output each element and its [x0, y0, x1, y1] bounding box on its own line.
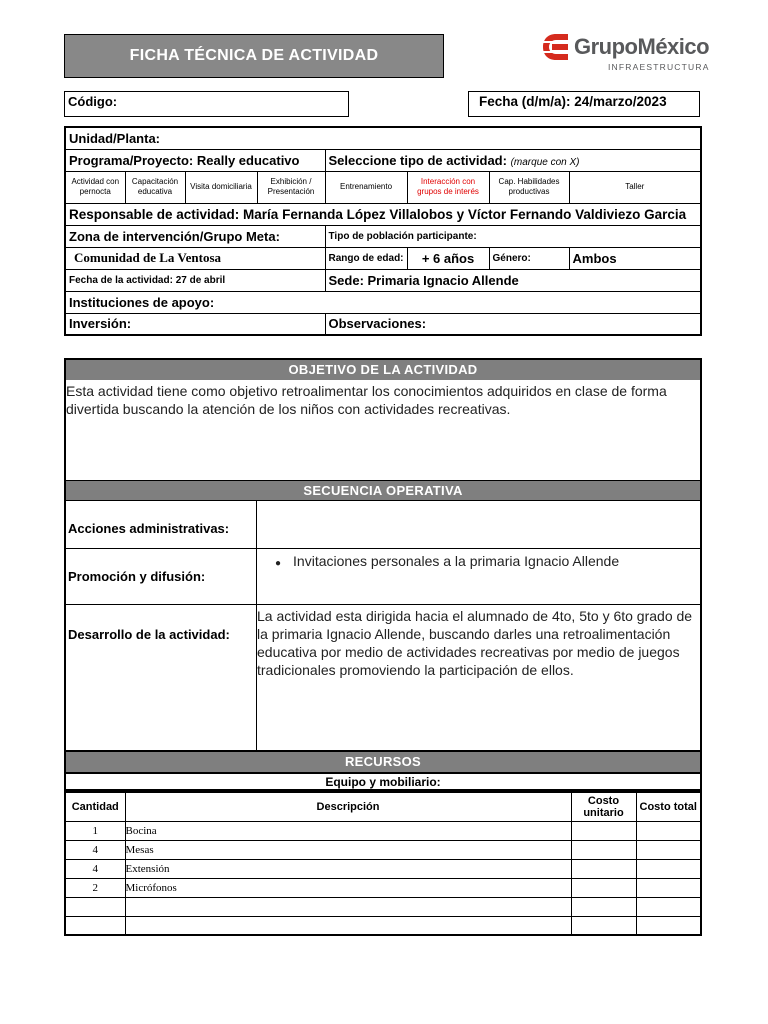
descripcion-cell[interactable]: Mesas [125, 840, 571, 859]
cantidad-cell[interactable]: 4 [65, 840, 125, 859]
column-header: Cantidad [65, 792, 125, 821]
desarrollo-value[interactable]: La actividad esta dirigida hacia el alumnado de 4to, 5to y 6to grado de la primaria Ignacio Allende, buscando darles una retroalimentación educativa por medio de actividades recreativas por medio de juegos tradicionales promoviendo la participación de ellos. [256, 605, 700, 750]
fecha-field[interactable] [468, 91, 700, 117]
desarrollo-row [66, 604, 700, 750]
objetivo-text[interactable]: Esta actividad tiene como objetivo retroalimentar los conocimientos adquiridos en clase de forma divertida buscando la atención de los niños con actividades recreativas. [66, 383, 667, 417]
sede-cell[interactable]: Sede: Primaria Ignacio Allende [325, 269, 701, 291]
cantidad-cell[interactable] [65, 897, 125, 916]
cantidad-cell[interactable]: 4 [65, 859, 125, 878]
costo-total-cell[interactable] [636, 821, 701, 840]
costo-total-cell[interactable] [636, 840, 701, 859]
seleccione-label: Seleccione tipo de actividad: [328, 152, 507, 168]
column-header: Costo total [636, 792, 701, 821]
marque-hint: (marque con X) [510, 156, 580, 168]
objetivo-secuencia-block [64, 358, 702, 752]
recursos-table [64, 791, 702, 936]
recursos-header: RECURSOS [66, 752, 700, 772]
cantidad-cell[interactable]: 2 [65, 878, 125, 897]
observaciones-cell[interactable]: Observaciones: [325, 313, 701, 335]
column-header: Descripción [125, 792, 571, 821]
descripcion-cell[interactable]: Micrófonos [125, 878, 571, 897]
seleccione-cell [325, 149, 701, 171]
activity-option[interactable]: Cap. Habilidades productivas [489, 171, 569, 203]
instituciones-cell[interactable]: Instituciones de apoyo: [65, 291, 701, 313]
activity-option[interactable]: Capacitación educativa [125, 171, 185, 203]
unidad-cell[interactable]: Unidad/Planta: [65, 127, 701, 149]
costo-unitario-cell[interactable] [571, 878, 636, 897]
rango-label-cell: Rango de edad: [325, 247, 407, 269]
activity-option[interactable]: Entrenamiento [325, 171, 407, 203]
acciones-value[interactable] [256, 501, 700, 548]
costo-unitario-cell[interactable] [571, 840, 636, 859]
activity-option[interactable]: Actividad con pernocta [65, 171, 125, 203]
logo-subtitle: INFRAESTRUCTURA [608, 62, 710, 72]
objetivo-header: OBJETIVO DE LA ACTIVIDAD [66, 360, 700, 380]
table-row [65, 916, 701, 935]
activity-option[interactable]: Exhibición / Presentación [257, 171, 325, 203]
descripcion-cell[interactable]: Bocina [125, 821, 571, 840]
descripcion-cell[interactable] [125, 897, 571, 916]
recursos-header-block [64, 752, 702, 774]
descripcion-cell[interactable] [125, 916, 571, 935]
costo-unitario-cell[interactable] [571, 859, 636, 878]
genero-label-cell: Género: [489, 247, 569, 269]
promocion-label: Promoción y difusión: [68, 569, 206, 584]
promocion-value[interactable] [256, 549, 700, 604]
costo-unitario-cell[interactable] [571, 916, 636, 935]
promocion-item: Invitaciones personales a la primaria Ignacio Allende [293, 553, 620, 569]
costo-unitario-cell[interactable] [571, 821, 636, 840]
acciones-row [66, 500, 700, 548]
codigo-field[interactable] [64, 91, 349, 117]
secuencia-header: SECUENCIA OPERATIVA [66, 480, 700, 500]
column-header: Costo unitario [571, 792, 636, 821]
zona-label-cell: Zona de intervención/Grupo Meta: [65, 225, 325, 247]
fecha-actividad-cell[interactable]: Fecha de la actividad: 27 de abril [65, 269, 325, 291]
costo-total-cell[interactable] [636, 916, 701, 935]
activity-option[interactable]: Taller [569, 171, 701, 203]
tipo-poblacion-cell: Tipo de población participante: [325, 225, 701, 247]
activity-option[interactable]: Interacción con grupos de interés [407, 171, 489, 203]
zona-value-cell[interactable]: Comunidad de La Ventosa [65, 247, 325, 269]
bullet-icon: ● [275, 558, 282, 569]
costo-unitario-cell[interactable] [571, 897, 636, 916]
logo-brand: GrupoMéxico [574, 34, 710, 59]
info-table [64, 126, 702, 336]
cantidad-cell[interactable]: 1 [65, 821, 125, 840]
inversion-cell[interactable]: Inversión: [65, 313, 325, 335]
page-title: FICHA TÉCNICA DE ACTIVIDAD [64, 34, 444, 78]
recursos-subtitle: Equipo y mobiliario: [64, 774, 702, 791]
fecha-label: Fecha (d/m/a): 24/marzo/2023 [479, 94, 667, 109]
cantidad-cell[interactable] [65, 916, 125, 935]
costo-total-cell[interactable] [636, 897, 701, 916]
desarrollo-label: Desarrollo de la actividad: [68, 627, 230, 642]
programa-cell[interactable]: Programa/Proyecto: Really educativo [65, 149, 325, 171]
codigo-label: Código: [68, 94, 118, 109]
responsable-cell[interactable]: Responsable de actividad: María Fernanda López Villalobos y Víctor Fernando Valdiviezo Garcia [65, 203, 701, 225]
logo-mark-icon [540, 32, 572, 62]
grupo-mexico-logo [540, 28, 720, 76]
table-row [65, 821, 701, 840]
table-row [65, 840, 701, 859]
rango-value-cell[interactable]: + 6 años [407, 247, 489, 269]
genero-value-cell[interactable]: Ambos [569, 247, 701, 269]
costo-total-cell[interactable] [636, 859, 701, 878]
descripcion-cell[interactable]: Extensión [125, 859, 571, 878]
table-row [65, 878, 701, 897]
acciones-label: Acciones administrativas: [68, 521, 230, 536]
promocion-row [66, 548, 700, 604]
table-row [65, 859, 701, 878]
table-row [65, 897, 701, 916]
activity-option[interactable]: Visita domiciliaria [185, 171, 257, 203]
costo-total-cell[interactable] [636, 878, 701, 897]
